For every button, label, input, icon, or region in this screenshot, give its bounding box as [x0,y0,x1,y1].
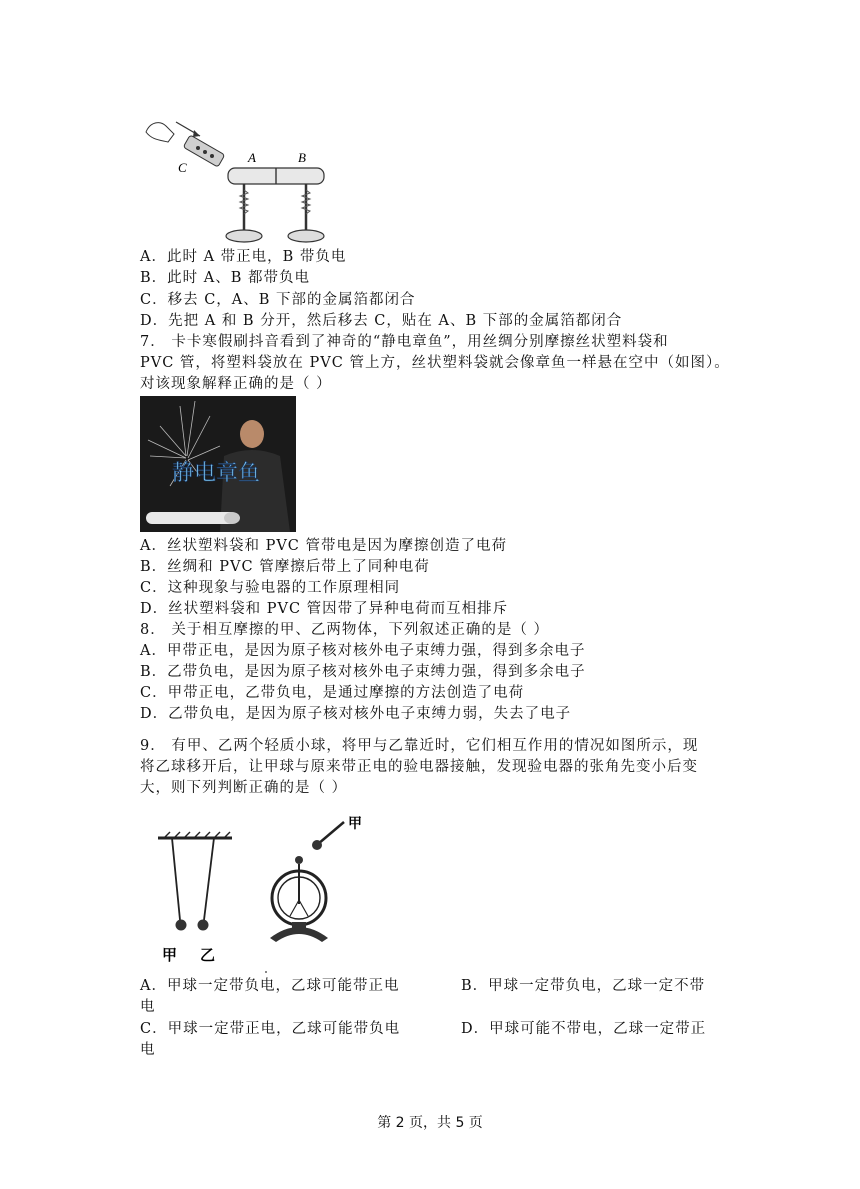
q8-option-c: C．甲带正电，乙带负电，是通过摩擦的方法创造了电荷 [140,685,525,701]
q9-option-c: C．甲球一定带正电，乙球可能带负电 [140,1021,401,1037]
q9-label-yi: 乙 [200,946,216,964]
q9-option-a: A．甲球一定带负电，乙球可能带正电 [140,978,400,994]
q7-option-d: D．丝状塑料袋和 PVC 管因带了异种电荷而互相排斥 [140,601,509,617]
q7-option-a: A．丝状塑料袋和 PVC 管带电是因为摩擦创造了电荷 [140,538,508,554]
q6-option-b: B．此时 A、B 都带负电 [140,270,310,286]
q7-option-c: C．这种现象与验电器的工作原理相同 [140,580,401,596]
q9-option-b: B．甲球一定带负电，乙球一定不带 [461,978,706,994]
q7-option-b: B．丝绸和 PVC 管摩擦后带上了同种电荷 [140,559,430,575]
q7-photo-caption: 静电章鱼 [172,461,261,486]
q6-label-a: A [248,150,256,165]
q6-figure [140,110,340,250]
q9-stem-line-3: 大，则下列判断正确的是（ ） [140,780,348,796]
q7-photo [140,396,296,532]
q7-stem-line-1: 7． 卡卡寒假刷抖音看到了神奇的“静电章鱼”，用丝绸分别摩擦丝状塑料袋和 [140,334,669,350]
q9-option-c-wrap: 电 [140,1042,156,1058]
q8-option-d: D．乙带负电，是因为原子核对核外电子束缚力弱，失去了电子 [140,706,572,722]
q9-stem-line-1: 9． 有甲、乙两个轻质小球，将甲与乙靠近时，它们相互作用的情况如图所示，现 [140,738,699,754]
q9-figure [150,808,380,974]
q9-label-jia-probe: 甲 [348,816,362,832]
q7-stem-line-3: 对该现象解释正确的是（ ） [140,376,332,392]
q6-option-d: D．先把 A 和 B 分开，然后移去 C，贴在 A、B 下部的金属箔都闭合 [140,313,623,329]
q6-option-c: C．移去 C，A、B 下部的金属箔都闭合 [140,292,416,308]
q9-option-d: D．甲球可能不带电，乙球一定带正 [461,1021,707,1037]
q9-stem-line-2: 将乙球移开后，让甲球与原来带正电的验电器接触，发现验电器的张角先变小后变 [140,759,698,775]
page-footer: 第 2 页，共 5 页 [377,1115,483,1131]
q8-option-b: B．乙带负电，是因为原子核对核外电子束缚力强，得到多余电子 [140,664,586,680]
q9-option-a-wrap: 电 [140,999,156,1015]
q8-option-a: A．甲带正电，是因为原子核对核外电子束缚力强，得到多余电子 [140,643,586,659]
q6-label-c: C [178,160,187,175]
q6-option-a: A．此时 A 带正电，B 带负电 [140,249,347,265]
q9-label-jia: 甲 [162,946,178,964]
q7-stem-line-2: PVC 管，将塑料袋放在 PVC 管上方，丝状塑料袋就会像章鱼一样悬在空中（如图）。 [140,355,730,371]
q6-label-b: B [298,150,306,165]
q8-stem: 8． 关于相互摩擦的甲、乙两物体，下列叙述正确的是（ ） [140,622,549,638]
